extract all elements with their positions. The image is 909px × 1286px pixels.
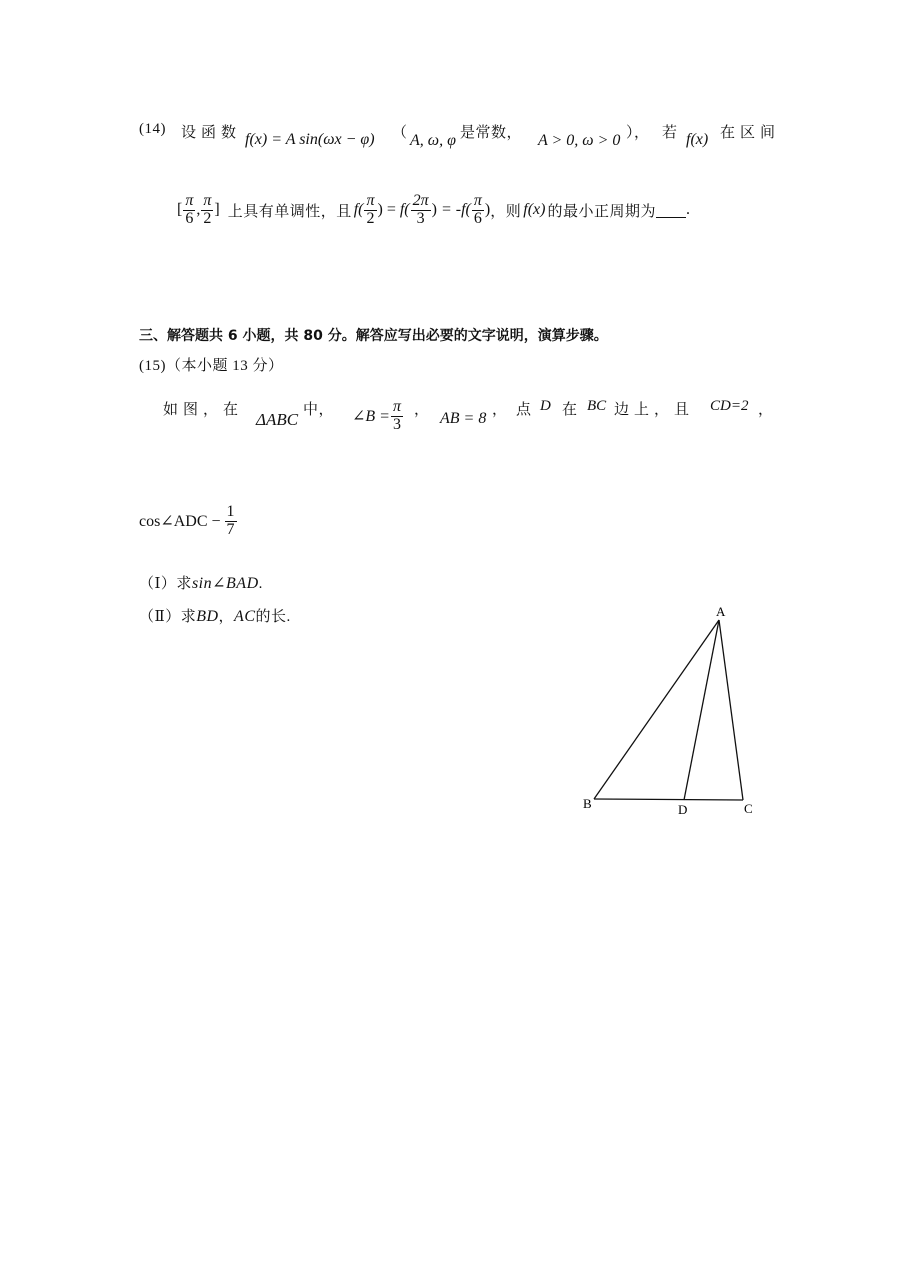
q14-end: . <box>685 201 690 219</box>
frac-2pi-over-3: $\frac{2\pi}{3}$ <box>412 192 429 227</box>
q14-func-def: f(x) = A sin(ωx − φ) <box>245 131 375 148</box>
f-open-2: f( <box>399 201 410 219</box>
q15-comma2: ， <box>492 402 508 418</box>
edge-AC <box>719 620 743 800</box>
q14-then-text: ，则 <box>490 203 522 220</box>
f-open-1: f( <box>353 201 364 219</box>
frac-pi-over-2-b: $\frac{\pi}{2}$ <box>366 192 375 227</box>
frac-pi-over-6-b: $\frac{\pi}{6}$ <box>473 192 482 227</box>
q14-paren-open: （ <box>392 125 408 141</box>
q15-ab: AB = 8 <box>440 410 487 427</box>
q15-cos-condition: cos∠ADC − $\frac{1}{7}$ <box>139 503 235 538</box>
q14-number: (14) <box>139 121 166 137</box>
part2-ac: AC <box>234 608 256 625</box>
interval-close-bracket: ] <box>214 201 220 219</box>
q14-if: 若 <box>662 125 678 141</box>
q14-line2 <box>177 193 690 228</box>
close-paren-2: ) <box>431 201 437 219</box>
q15-comma: ， <box>414 402 430 418</box>
frac-1-over-7: $\frac{1}{7}$ <box>226 503 235 538</box>
part1-label: （Ⅰ）求 <box>139 576 192 592</box>
q14-line1 <box>139 121 166 138</box>
close-paren-1: ) <box>377 201 383 219</box>
q15-part2 <box>139 605 291 626</box>
q15-triangle: ΔABC <box>256 410 299 429</box>
triangle-figure <box>575 598 775 828</box>
close-paren-3: ) <box>484 201 491 219</box>
q14-fx: f(x) <box>686 131 709 148</box>
q15-on-text: 在 <box>562 402 578 418</box>
answer-blank <box>656 203 686 218</box>
label-C: C <box>744 801 753 816</box>
neg-f-open: = -f( <box>440 201 471 219</box>
q14-interval-text: 在区间 <box>720 125 781 141</box>
q14-paren-close: ）， <box>626 125 650 141</box>
q14-condition: A > 0, ω > 0 <box>538 132 621 149</box>
label-B: B <box>583 796 592 811</box>
q15-cd: CD=2 <box>710 398 749 414</box>
section3-heading: 三、解答题共 6 小题，共 80 分。解答应写出必要的文字说明，演算步骤。 <box>139 328 608 344</box>
label-D: D <box>678 802 688 817</box>
part2-label: （Ⅱ）求 <box>139 609 197 625</box>
q15-BC: BC <box>587 398 607 414</box>
q14-period-text: 的最小正周期为 <box>547 203 656 220</box>
part2-sep: ， <box>218 609 235 625</box>
q15-point-text: 点 <box>516 402 532 418</box>
label-A: A <box>716 604 726 619</box>
edge-AB <box>594 620 719 799</box>
q14-lead: 设函数 <box>181 125 242 141</box>
q15-number: (15)（本小题 13 分） <box>139 358 284 374</box>
q15-mid: 中， <box>303 402 335 418</box>
edge-AD <box>684 620 719 800</box>
q15-D: D <box>540 398 551 414</box>
part1-expr: sin∠BAD <box>191 575 259 592</box>
q15-part1 <box>139 572 263 593</box>
frac-pi-over-2: $\frac{\pi}{2}$ <box>203 192 212 227</box>
part1-end: . <box>258 576 263 592</box>
q14-params-text: 是常数， <box>460 125 523 141</box>
q15-edge-text: 边上，且 <box>614 402 695 418</box>
interval-open-bracket: [ <box>177 201 183 219</box>
part2-end: 的长. <box>255 609 291 625</box>
equals-sign: = <box>386 201 396 219</box>
frac-pi-over-6: $\frac{\pi}{6}$ <box>185 192 194 227</box>
q14-mono-text: 上具有单调性，且 <box>227 203 352 220</box>
part2-bd: BD <box>196 608 219 625</box>
q15-angle-b: ∠B = $\frac{\pi}{3}$ <box>352 398 401 433</box>
interval-comma: , <box>196 201 201 219</box>
q15-end-comma: ， <box>758 402 774 418</box>
q15-intro: 如图，在 <box>163 402 244 418</box>
q14-params: A, ω, φ <box>410 132 456 149</box>
q14-fx-2: f(x) <box>523 201 546 219</box>
frac-pi-over-3: $\frac{\pi}{3}$ <box>392 398 401 433</box>
edge-BC <box>594 799 743 800</box>
